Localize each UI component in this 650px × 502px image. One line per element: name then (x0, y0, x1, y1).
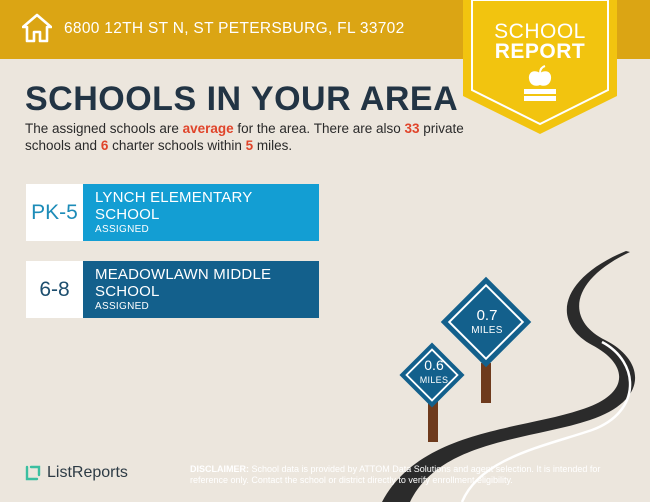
listreports-logo-icon (24, 464, 42, 482)
school-info (83, 184, 319, 241)
grade-range: PK-5 (26, 184, 83, 241)
grade-range: 6-8 (26, 261, 83, 318)
summary-text: for the area. There are also (233, 121, 405, 136)
disclaimer-text: School data is provided by ATTOM Data Solutions and agent selection. It is intended for reference only. Contact the school or district directly to verify enrollment eligibility. (190, 464, 601, 485)
disclaimer (190, 464, 630, 486)
school-card-middle[interactable] (26, 261, 319, 318)
schools-summary (25, 120, 465, 154)
badge-title-line1: SCHOOL (494, 20, 586, 43)
school-info (83, 261, 319, 318)
school-status: ASSIGNED (95, 224, 150, 235)
rating-highlight: average (182, 121, 234, 136)
distance-sign-unit: MILES (471, 325, 503, 336)
school-name-line2: SCHOOL (95, 283, 160, 300)
charter-count: 6 (100, 138, 109, 153)
school-name-line2: SCHOOL (95, 206, 160, 223)
radius-miles: 5 (245, 138, 254, 153)
private-count: 33 (404, 121, 420, 136)
summary-text: private schools and (25, 121, 464, 153)
distance-sign-value: 0.6 (424, 357, 444, 373)
school-name-line1: LYNCH ELEMENTARY (95, 189, 253, 206)
summary-text: charter schools within (108, 138, 246, 153)
page-title: SCHOOLS IN YOUR AREA (25, 80, 459, 118)
school-status: ASSIGNED (95, 301, 150, 312)
distance-sign-value: 0.7 (476, 307, 498, 324)
distance-sign-unit: MILES (419, 375, 449, 385)
school-card-elementary[interactable] (26, 184, 319, 241)
disclaimer-label: DISCLAIMER: (190, 464, 249, 474)
listreports-logo[interactable] (24, 464, 128, 482)
school-name-line1: MEADOWLAWN MIDDLE (95, 266, 272, 283)
property-address: 6800 12TH ST N, ST PETERSBURG, FL 33702 (64, 20, 405, 37)
badge-title-line2: REPORT (494, 40, 586, 63)
summary-text: miles. (253, 138, 293, 153)
summary-text: The assigned schools are (25, 121, 183, 136)
logo-text: ListReports (47, 464, 128, 481)
apple-books-icon (520, 63, 560, 103)
home-icon (22, 13, 52, 43)
